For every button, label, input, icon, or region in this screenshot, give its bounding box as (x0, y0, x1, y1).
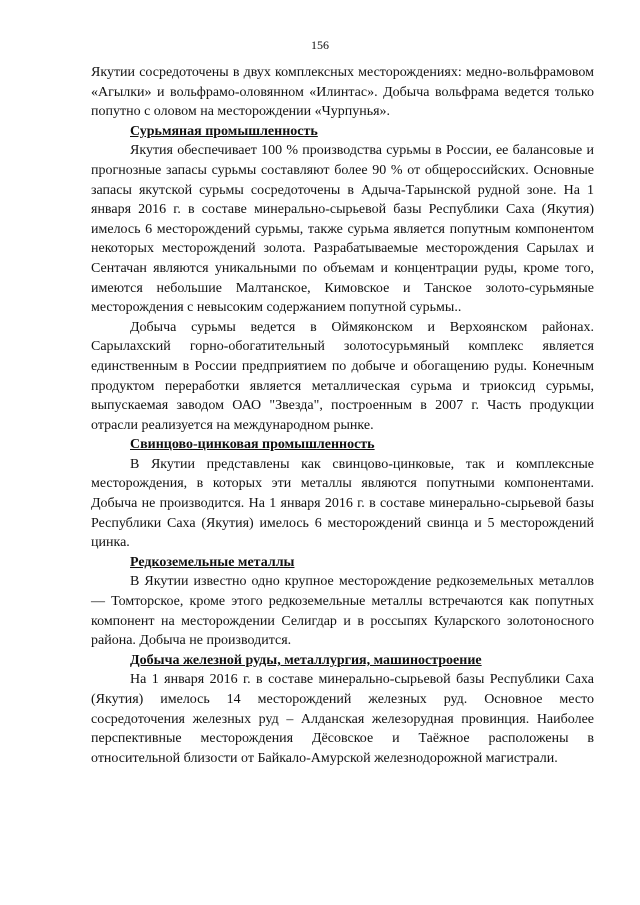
section-heading-antimony: Сурьмяная промышленность (130, 123, 318, 139)
rare-earth-paragraph: В Якутии известно одно крупное месторождение редкоземельных металлов — Томторское, кроме этого редкоземельные металлы встречаются как попутных компонент на месторождении Селигдар и в россыпях Куларского золотоносного района. Добыча не производится. (91, 574, 594, 649)
antimony-paragraph-2: Добыча сурьмы ведется в Оймяконском и Верхоянском районах. Сарылахский горно-обогатительный золотосурьмяный комплекс является единственным в России предприятием по добыче и обогащению руды. Конечным продуктом переработки является металлическая сурьма и триоксид сурьмы, выпускаемая заводом ОАО "Звезда", построенным в 2007 г. Часть продукции отрасли реализуется на международном рынке. (91, 319, 594, 433)
antimony-paragraph-1: Якутия обеспечивает 100 % производства сурьмы в России, ее балансовые и прогнозные запасы сурьмы составляют более 90 % от общероссийских. Основные запасы якутской сурьмы сосредоточены в Адыча-Тарынской рудной зоне. На 1 января 2016 г. в составе минерально-сырьевой базы Республики Саха (Якутия) имелось 6 месторождений сурьмы, также сурьма является попутным компонентом некоторых месторождений золота. Разрабатываемые месторождения Сарылах и Сентачан являются уникальными по объемам и концентрации руды, кроме того, имеются небольшие Малтанское, Кимовское и Танское золото-сурьмяные месторождения с невысоким содержанием попутной сурьмы.. (91, 143, 594, 316)
page-number: 156 (311, 38, 329, 52)
lead-zinc-paragraph: В Якутии представлены как свинцово-цинковые, так и комплексные месторождения, в которых эти металлы являются попутными компонентами. Добыча не производится. На 1 января 2016 г. в составе минерально-сырьевой базы Республики Саха (Якутия) имелось 6 месторождений свинца и 5 месторождений цинка. (91, 456, 594, 551)
section-heading-iron-ore: Добыча железной руды, металлургия, машиностроение (130, 652, 482, 668)
section-heading-lead-zinc: Свинцово-цинковая промышленность (130, 437, 375, 453)
section-heading-rare-earth: Редкоземельные металлы (130, 554, 295, 570)
intro-paragraph: Якутии сосредоточены в двух комплексных месторождениях: медно-вольфрамовом «Агылки» и вольфрамо-оловянном «Илинтас». Добыча вольфрама ведется только попутно с оловом на месторождении «Чурпунья». (91, 65, 594, 120)
document-body (91, 63, 594, 768)
iron-ore-paragraph: На 1 января 2016 г. в составе минерально-сырьевой базы Республики Саха (Якутия) имелось 14 месторождений железных руд. Основное место сосредоточения железных руд – Алданская железорудная провинция. Наиболее перспективные месторождения Дёсовское и Таёжное расположены в относительной близости от Байкало-Амурской железнодорожной магистрали. (91, 672, 594, 766)
